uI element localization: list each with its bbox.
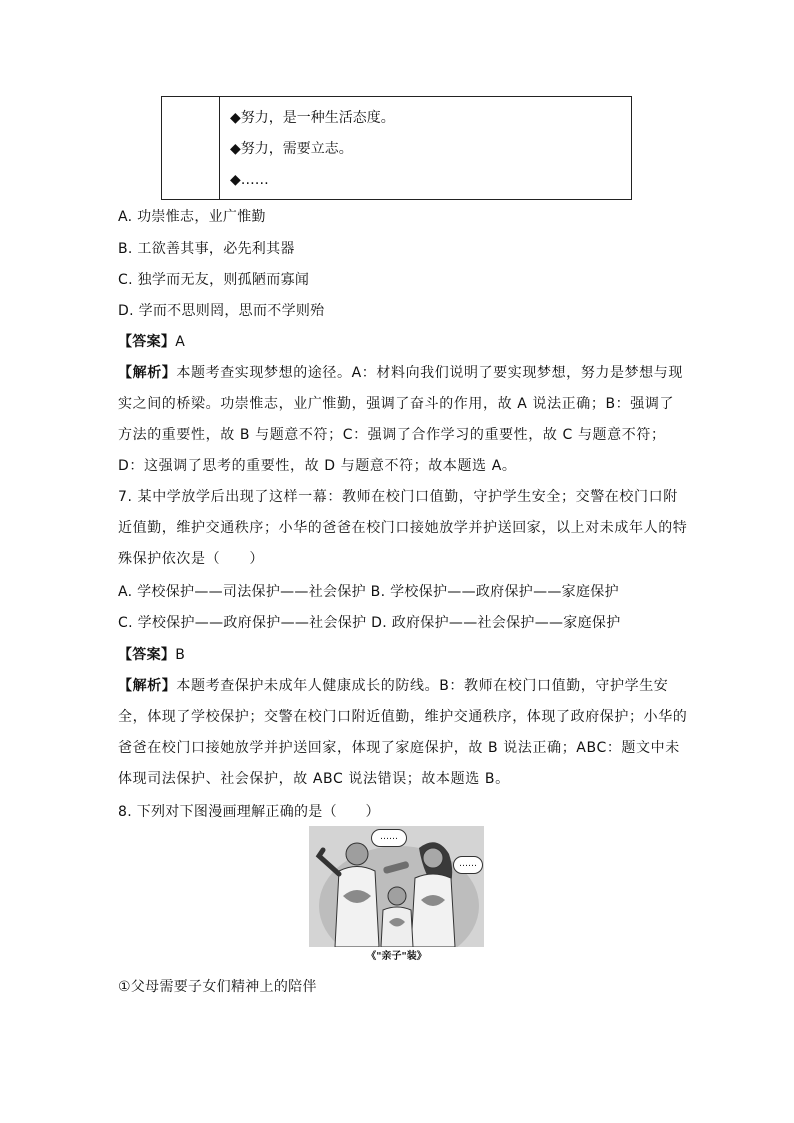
q6-option-c: C. 独学而无友，则孤陋而寡闻 [118, 272, 310, 288]
answer-label: 【答案】 [118, 647, 176, 663]
q7-stem: 7. 某中学放学后出现了这样一幕：教师在校门口值勤，守护学生安全；交警在校门口附近值勤，维护交通秩序；小华的爸爸在校门口接她放学并护送回家，以上对未成年人的特殊保护依次是（ ） [118, 489, 688, 567]
q8-option-1: ①父母需要子女们精神上的陪伴 [118, 979, 317, 995]
analysis-text: 本题考查实现梦想的途径。A：材料向我们说明了要实现梦想，努力是梦想与现实之间的桥梁。功崇惟志，业广惟勤，强调了奋斗的作用，故 A 说法正确；B：强调了方法的重要性，故 B 与题意不符；C：强调了合作学习的重要性，故 C 与题意不符；D：这强调了思考的重要性，故 D 与题意不符；故本题选 A。 [118, 365, 683, 474]
answer-label: 【答案】 [118, 334, 176, 350]
table-item: ◆努力，是一种生活态度。 [230, 110, 395, 126]
table-item: ◆努力，需要立志。 [230, 141, 353, 157]
material-table [161, 96, 632, 200]
cartoon-image [309, 826, 484, 947]
q6-analysis [118, 358, 688, 482]
analysis-text: 本题考查保护未成年人健康成长的防线。B：教师在校门口值勤，守护学生安全，体现了学校保护；交警在校门口附近值勤，维护交通秩序，体现了政府保护；小华的爸爸在校门口接她放学并护送回家，体现了家庭保护，故 B 说法正确；ABC：题文中未体现司法保护、社会保护，故 ABC 说法错误；故本题选 B。 [118, 678, 688, 787]
figure-caption: 《"亲子"装》 [366, 951, 427, 962]
q7-options-ab: A. 学校保护——司法保护——社会保护 B. 学校保护——政府保护——家庭保护 [118, 584, 619, 600]
q7-analysis [118, 671, 688, 795]
answer-value: B [175, 647, 186, 663]
q7-answer [118, 645, 185, 665]
q7-options-cd: C. 学校保护——政府保护——社会保护 D. 政府保护——社会保护——家庭保护 [118, 615, 621, 631]
analysis-label: 【解析】 [118, 678, 177, 694]
q6-answer [118, 332, 185, 352]
speech-bubble-left: …… [371, 829, 407, 847]
q8-stem: 8. 下列对下图漫画理解正确的是（ ） [118, 804, 380, 820]
answer-value: A [175, 334, 186, 350]
table-divider [219, 97, 220, 199]
q6-option-b: B. 工欲善其事，必先利其器 [118, 241, 295, 257]
q6-option-a: A. 功崇惟志，业广惟勤 [118, 209, 266, 225]
speech-bubble-right: …… [453, 856, 483, 874]
table-item: ◆…… [230, 172, 269, 188]
analysis-label: 【解析】 [118, 365, 177, 381]
q6-option-d: D. 学而不思则罔，思而不学则殆 [118, 303, 325, 319]
